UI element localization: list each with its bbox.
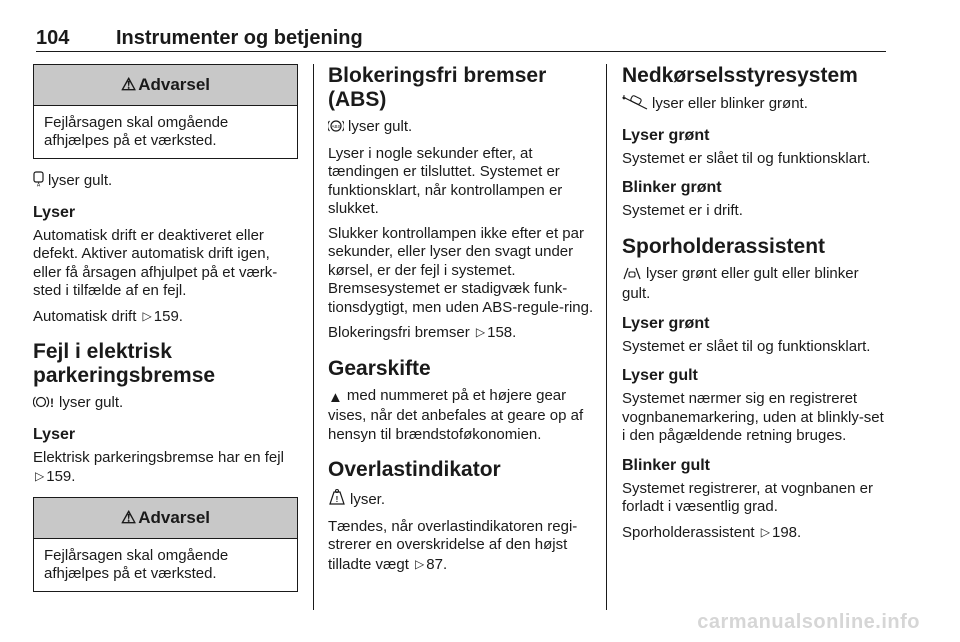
lane-reference-label: Sporholderassistent <box>622 523 755 541</box>
lane-blink-heading: Blinker gult <box>622 456 711 474</box>
warning-box <box>33 64 298 159</box>
gear-description-text: med nummeret på et højere gear vises, når det anbefales at geare op af hensyn til brændstoføkonomien. <box>328 386 584 443</box>
abs-reference-page: 158. <box>487 324 517 341</box>
lane-reference[interactable] <box>622 523 887 543</box>
abs-paragraph-2: Slukker kontrollampen ikke efter et par sekunder, eller lyser den svagt under kørsel, er der fejl i systemet. Bremsesystemet er stadigvæk funk-tionsdygtigt, men uden ABS-regule-ring. <box>328 224 594 316</box>
epb-reference-page[interactable]: 159. <box>46 468 76 485</box>
hill-status-line <box>622 94 887 116</box>
lane-green-heading: Lyser grønt <box>622 314 710 332</box>
epb-description <box>33 449 298 487</box>
column-right <box>622 64 887 548</box>
hill-descent-icon <box>622 94 648 116</box>
hill-blink-text: Systemet er i drift. <box>622 202 743 219</box>
lane-yellow-heading: Lyser gult <box>622 367 698 384</box>
page-reference-arrow-icon: ▷ <box>475 325 486 339</box>
auto-reference-page: 159. <box>153 307 183 325</box>
page-reference-arrow-icon: ▷ <box>35 469 45 483</box>
auto-status-text: lyser gult. <box>48 172 113 189</box>
epb-lyser-heading: Lyser <box>33 425 76 443</box>
column-divider <box>313 64 314 610</box>
auto-status-line <box>33 171 298 193</box>
lane-keep-icon <box>622 266 642 286</box>
abs-reference-label: Blokeringsfri bremser <box>328 324 470 341</box>
abs-icon <box>328 119 344 139</box>
automatic-mode-icon <box>33 171 44 193</box>
auto-reference-label: Automatisk drift <box>33 307 137 325</box>
auto-description: Automatisk drift er deaktiveret eller defekt. Aktiver automatisk drift igen, eller få årsagen afhjulpet på et værk-sted i tilfælde af en fejl. <box>33 226 278 299</box>
overload-heading: Overlastindikator <box>328 458 501 481</box>
warning-heading: Advarsel <box>138 507 211 527</box>
svg-text:A: A <box>36 182 41 187</box>
svg-text:!: ! <box>50 396 54 409</box>
warning-text: Fejlårsagen skal omgående afhjælpes på et værksted. <box>44 546 229 582</box>
overload-description <box>328 518 598 575</box>
warning-text: Fejlårsagen skal omgående afhjælpes på et værksted. <box>44 114 229 149</box>
abs-status-text: lyser gult. <box>348 118 413 135</box>
page-reference-arrow-icon: ▷ <box>142 308 152 323</box>
hill-green-text: Systemet er slået til og funktionsklart. <box>622 149 871 167</box>
upshift-triangle-icon: ▲ <box>328 388 343 406</box>
column-divider <box>606 64 607 610</box>
gear-description <box>328 387 598 445</box>
warning-header <box>34 498 297 539</box>
svg-text:ABS: ABS <box>331 124 341 129</box>
abs-reference[interactable] <box>328 323 598 343</box>
hill-descent-heading: Nedkørselsstyresystem <box>622 64 858 87</box>
abs-paragraph-1: Lyser i nogle sekunder efter, at tændingen er tilsluttet. Systemet er funktionsklart, når kontrollampen er slukket. <box>328 144 563 217</box>
epb-heading: Fejl i elektrisk parkeringsbremse <box>33 340 216 387</box>
page-reference-arrow-icon: ▷ <box>415 556 425 571</box>
lane-heading: Sporholderassistent <box>622 234 826 258</box>
parking-brake-fault-icon <box>33 395 55 415</box>
hill-green-heading: Lyser grønt <box>622 126 710 144</box>
warning-triangle-icon: ⚠ <box>120 75 137 94</box>
gear-heading: Gearskifte <box>328 356 431 380</box>
lane-status-text: lyser grønt eller gult eller blinker gult. <box>622 264 859 302</box>
lane-green-text: Systemet er slået til og funktionsklart. <box>622 337 871 355</box>
overload-icon <box>328 488 346 512</box>
overload-status-line <box>328 488 598 512</box>
epb-status-text: lyser gult. <box>59 394 124 411</box>
overload-description-text: Tændes, når overlastindikatoren regi-strerer en overskridelse af den højst tilladte vægt <box>328 517 578 573</box>
epb-status-line <box>33 394 298 415</box>
header-divider <box>36 51 886 52</box>
lane-yellow-text: Systemet nærmer sig en registreret vognbanemarkering, uden at blinkly-set i den pågældende retning bruges. <box>622 390 884 444</box>
warning-triangle-icon: ⚠ <box>120 507 137 527</box>
lane-blink-text: Systemet registrerer, at vognbanen er forladt i væsentlig grad. <box>622 479 873 515</box>
warning-header <box>34 65 297 106</box>
overload-reference-page[interactable]: 87. <box>426 555 448 573</box>
hill-blink-heading: Blinker grønt <box>622 179 722 196</box>
lane-status-line <box>622 265 887 304</box>
warning-heading: Advarsel <box>138 75 211 94</box>
watermark: carmanualsonline.info <box>697 611 920 633</box>
column-middle <box>328 64 598 580</box>
lyser-heading: Lyser <box>33 203 76 221</box>
column-left <box>33 64 298 604</box>
abs-status-line <box>328 118 598 139</box>
abs-heading: Blokeringsfri bremser (ABS) <box>328 64 547 111</box>
lane-reference-page: 198. <box>771 523 802 541</box>
page-title: Instrumenter og betjening <box>116 27 363 49</box>
page-header <box>36 27 886 49</box>
overload-status-text: lyser. <box>350 491 386 508</box>
auto-reference[interactable] <box>33 307 298 327</box>
warning-box <box>33 497 298 592</box>
page-number: 104 <box>36 27 70 49</box>
epb-description-text: Elektrisk parkeringsbremse har en fejl <box>33 448 284 466</box>
page-reference-arrow-icon: ▷ <box>760 524 770 539</box>
hill-status-text: lyser eller blinker grønt. <box>652 95 808 112</box>
svg-text:!: ! <box>335 495 339 504</box>
